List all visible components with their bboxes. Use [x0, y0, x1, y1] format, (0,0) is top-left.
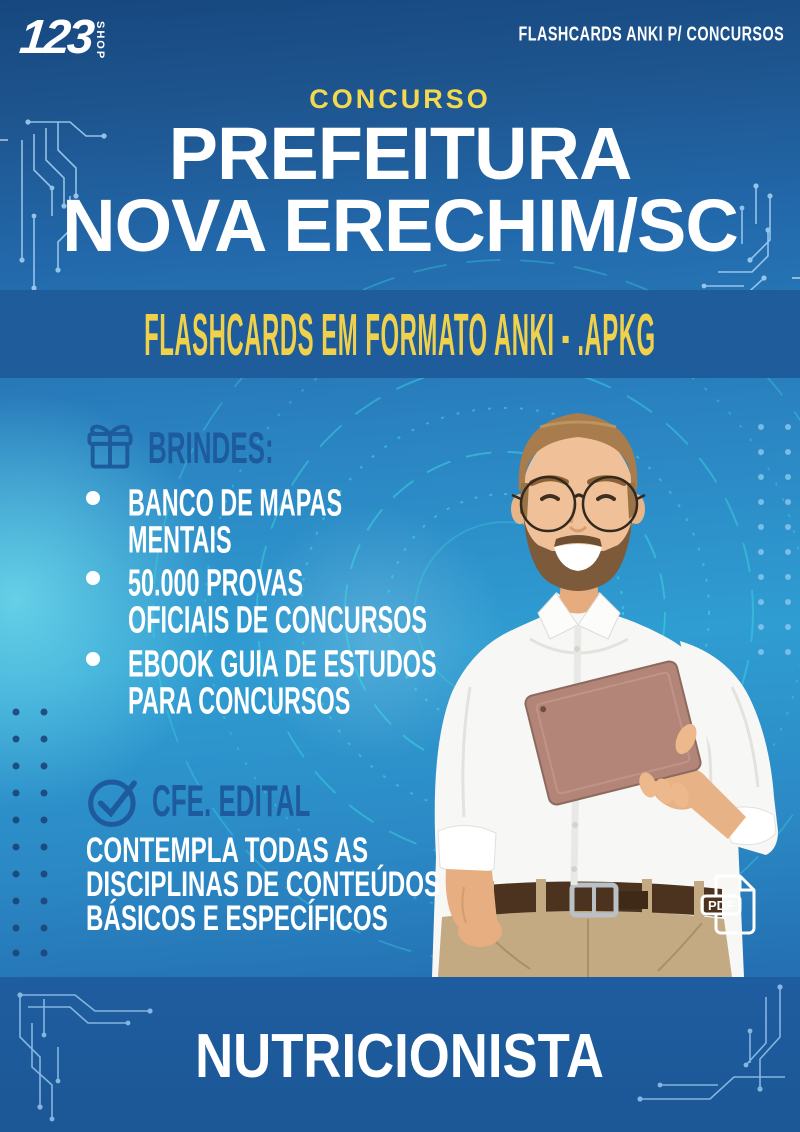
- edital-description: CONTEMPLA TODAS AS DISCIPLINAS DE CONTEÚDOS BÁSICOS E ESPECÍFICOS: [86, 830, 441, 939]
- banner-text: FLASHCARDS EM FORMATO ANKI - .APKG: [144, 300, 656, 368]
- pdf-file-icon: [694, 868, 768, 942]
- footer-band: [0, 977, 800, 1132]
- list-item: 50.000 PROVAS OFICIAIS DE CONCURSOS: [128, 564, 588, 634]
- kicker-concurso: CONCURSO: [309, 84, 491, 114]
- main-title: [0, 112, 800, 267]
- job-role-title: NUTRICIONISTA: [195, 1022, 605, 1091]
- list-item: EBOOK GUIA DE ESTUDOS PARA CONCURSOS: [128, 645, 603, 715]
- edital-heading: CFE. EDITAL: [152, 777, 311, 826]
- gift-icon: [84, 420, 136, 472]
- check-circle-icon: [84, 772, 142, 830]
- logo-number: 123: [17, 11, 94, 64]
- dot-grid-left: [13, 709, 48, 957]
- format-banner: [0, 290, 800, 378]
- list-item: BANCO DE MAPAS MENTAIS: [128, 484, 457, 554]
- pdf-label: PDF: [708, 898, 734, 913]
- title-line-1: PREFEITURA: [168, 112, 632, 195]
- brindes-heading: BRINDES:: [148, 424, 274, 473]
- header-tagline: FLASHCARDS ANKI P/ CONCURSOS: [518, 24, 784, 46]
- shop-logo: [17, 11, 107, 64]
- logo-word: SHOP: [94, 21, 107, 61]
- title-line-2: NOVA ERECHIM/SC: [62, 184, 738, 267]
